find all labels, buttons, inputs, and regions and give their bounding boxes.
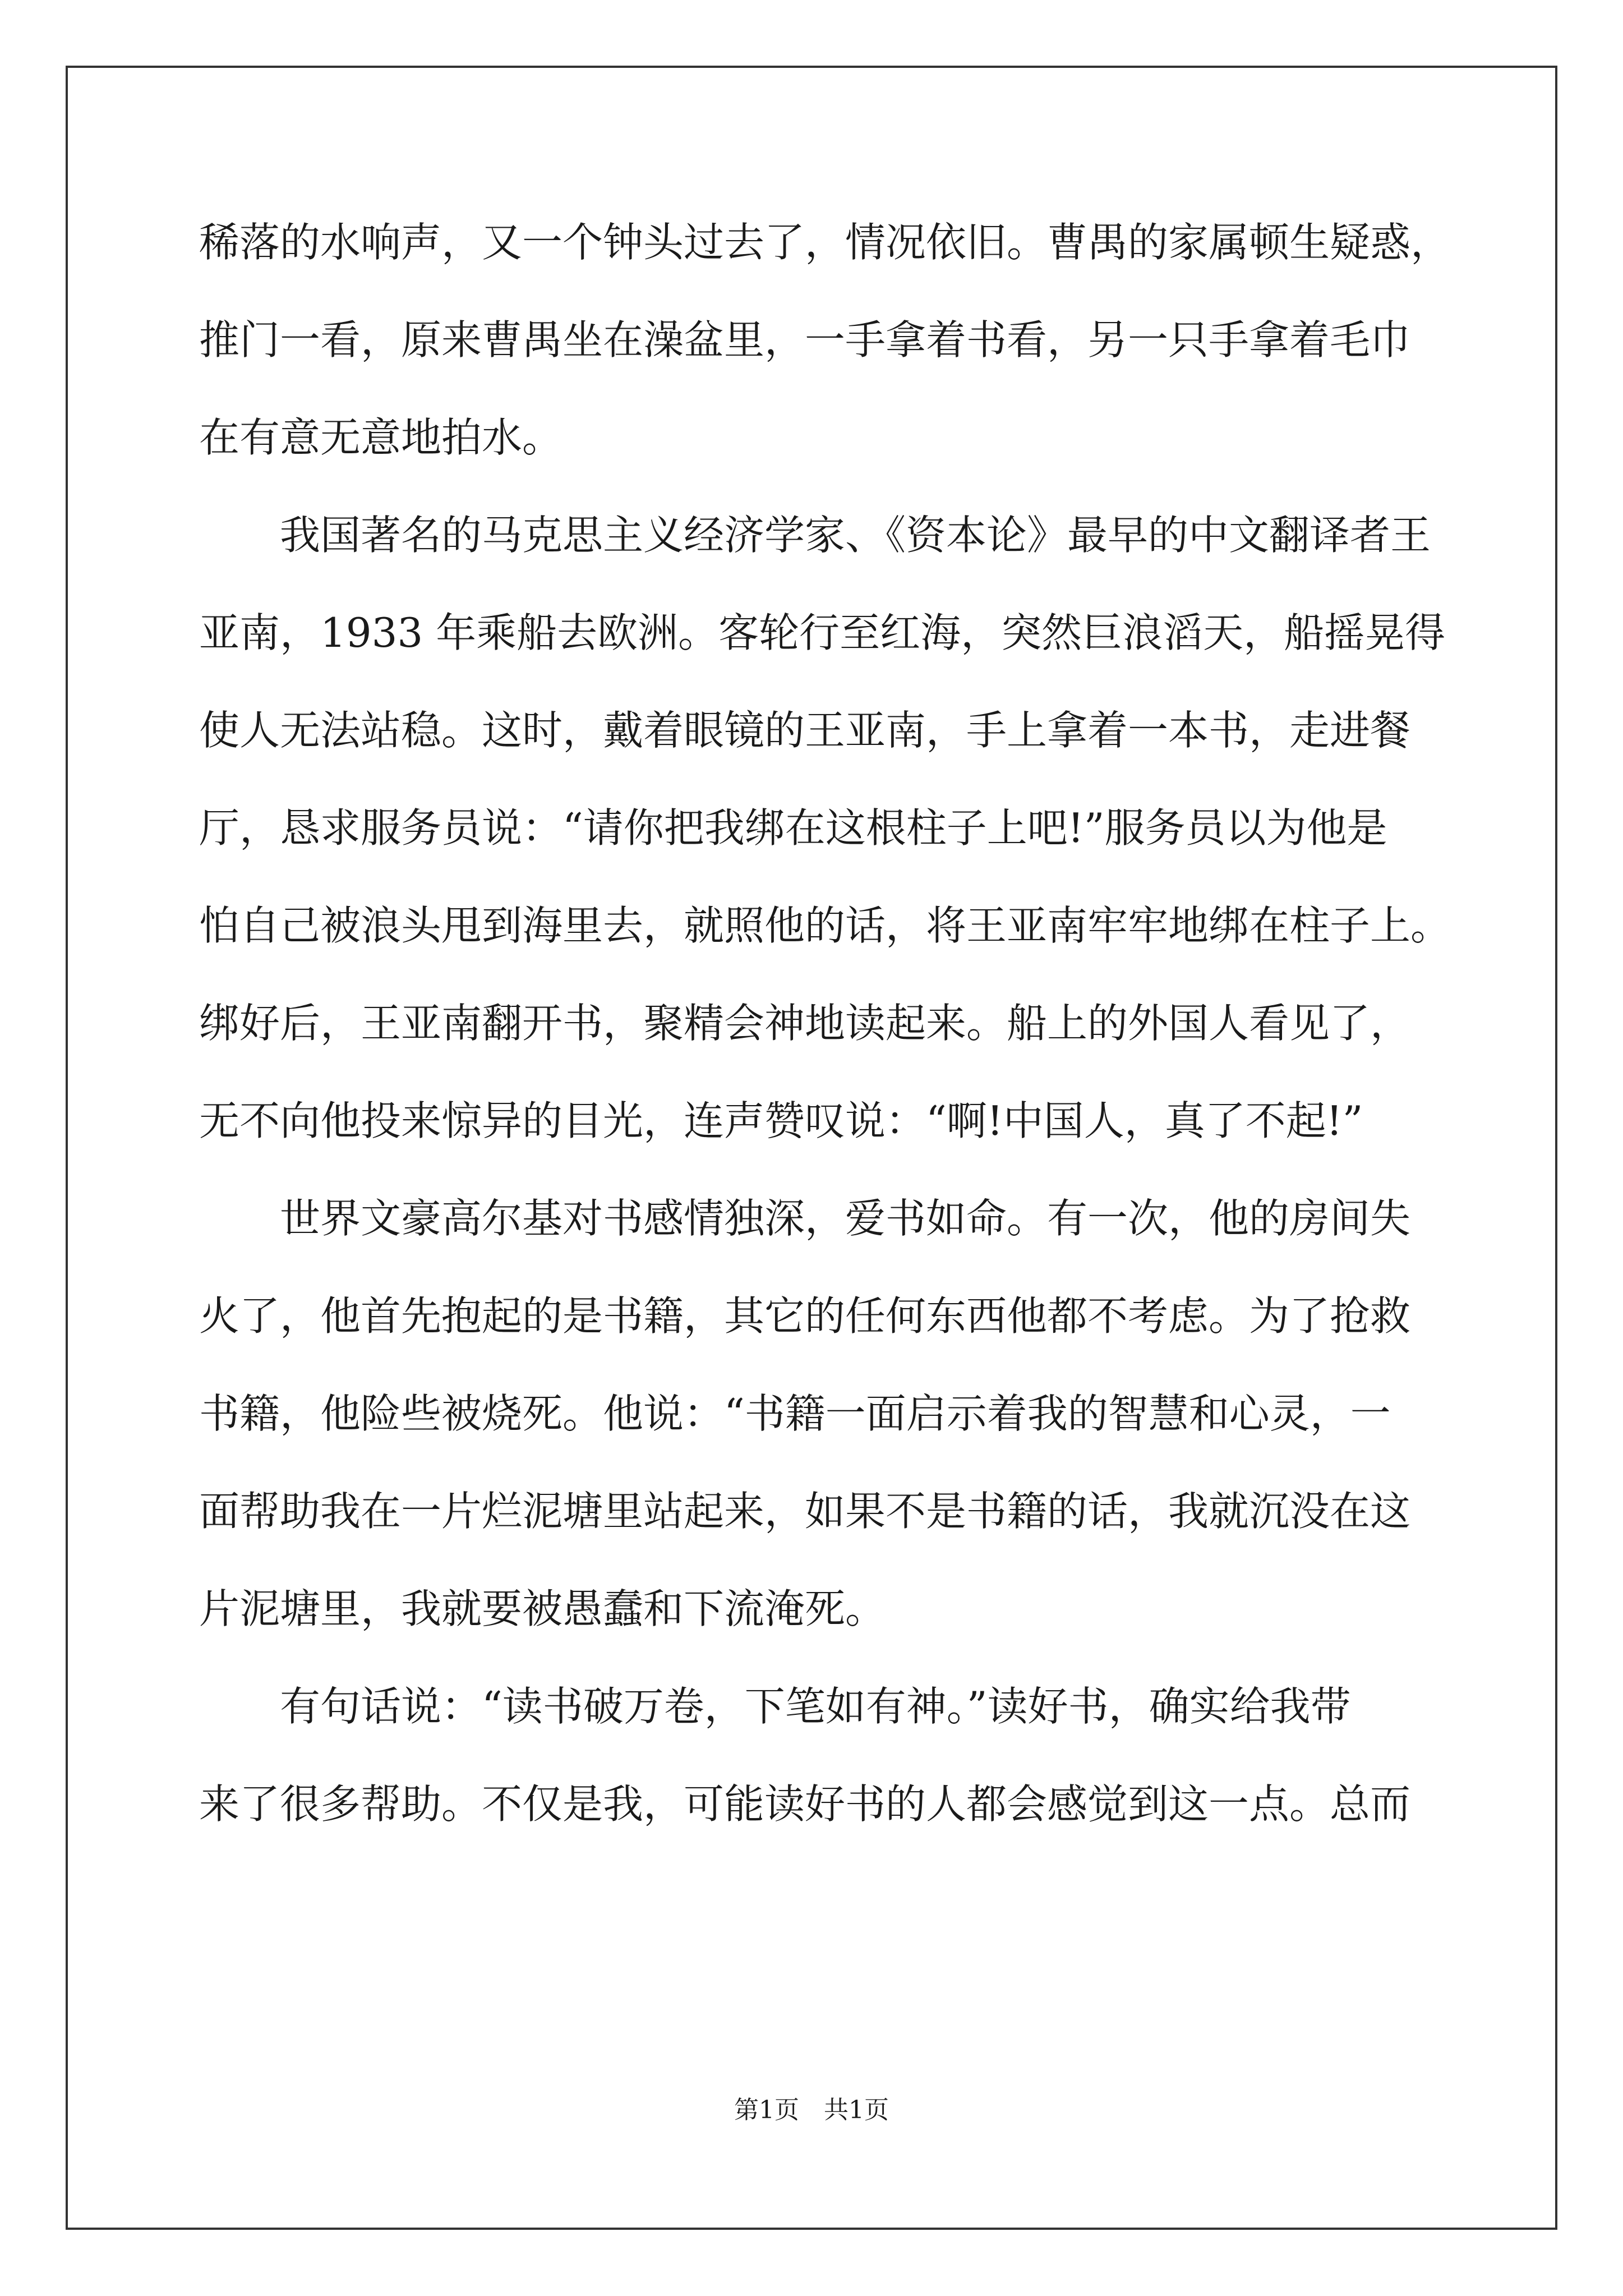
paragraph-start-line: 世界文豪高尔基对书感情独深，爱书如命。有一次，他的房间失 bbox=[280, 1195, 1411, 1242]
paragraph-start-line: 有句话说：“读书破万卷，下笔如有神。”读好书，确实给我带 bbox=[280, 1683, 1351, 1730]
document-body bbox=[199, 194, 1461, 1853]
text-line: 无不向他投来惊异的目光，连声赞叹说：“啊!中国人，真了不起!” bbox=[199, 1097, 1363, 1144]
text-line: 使人无法站稳。这时，戴着眼镜的王亚南，手上拿着一本书，走进餐 bbox=[199, 707, 1411, 754]
text-line: 绑好后，王亚南翻开书，聚精会神地读起来。船上的外国人看见了， bbox=[199, 1000, 1411, 1047]
text-line: 火了，他首先抱起的是书籍，其它的任何东西他都不考虑。为了抢救 bbox=[199, 1292, 1411, 1340]
text-line: 厅，恳求服务员说：“请你把我绑在这根柱子上吧!”服务员以为他是 bbox=[199, 804, 1387, 852]
text-line: 怕自己被浪头甩到海里去，就照他的话，将王亚南牢牢地绑在柱子上。 bbox=[199, 902, 1451, 949]
text-line: 面帮助我在一片烂泥塘里站起来，如果不是书籍的话，我就沉没在这 bbox=[199, 1488, 1411, 1535]
text-line: 片泥塘里，我就要被愚蠢和下流淹死。 bbox=[199, 1585, 886, 1632]
paragraph-start-line: 我国著名的马克思主义经济学家、《资本论》最早的中文翻译者王 bbox=[280, 512, 1431, 559]
text-line: 书籍，他险些被烧死。他说：“书籍一面启示着我的智慧和心灵，一 bbox=[199, 1390, 1391, 1437]
text-line: 亚南，1933 年乘船去欧洲。客轮行至红海，突然巨浪滔天，船摇晃得 bbox=[199, 609, 1446, 656]
text-line: 在有意无意地拍水。 bbox=[199, 414, 563, 461]
text-line: 推门一看，原来曹禺坐在澡盆里，一手拿着书看，另一只手拿着毛巾 bbox=[199, 316, 1411, 364]
text-line: 稀落的水响声，又一个钟头过去了，情况依旧。曹禺的家属顿生疑惑， bbox=[199, 219, 1451, 266]
text-line: 来了很多帮助。不仅是我，可能读好书的人都会感觉到这一点。总而 bbox=[199, 1780, 1411, 1828]
page-footer: 第1页 共1页 bbox=[734, 2096, 889, 2124]
